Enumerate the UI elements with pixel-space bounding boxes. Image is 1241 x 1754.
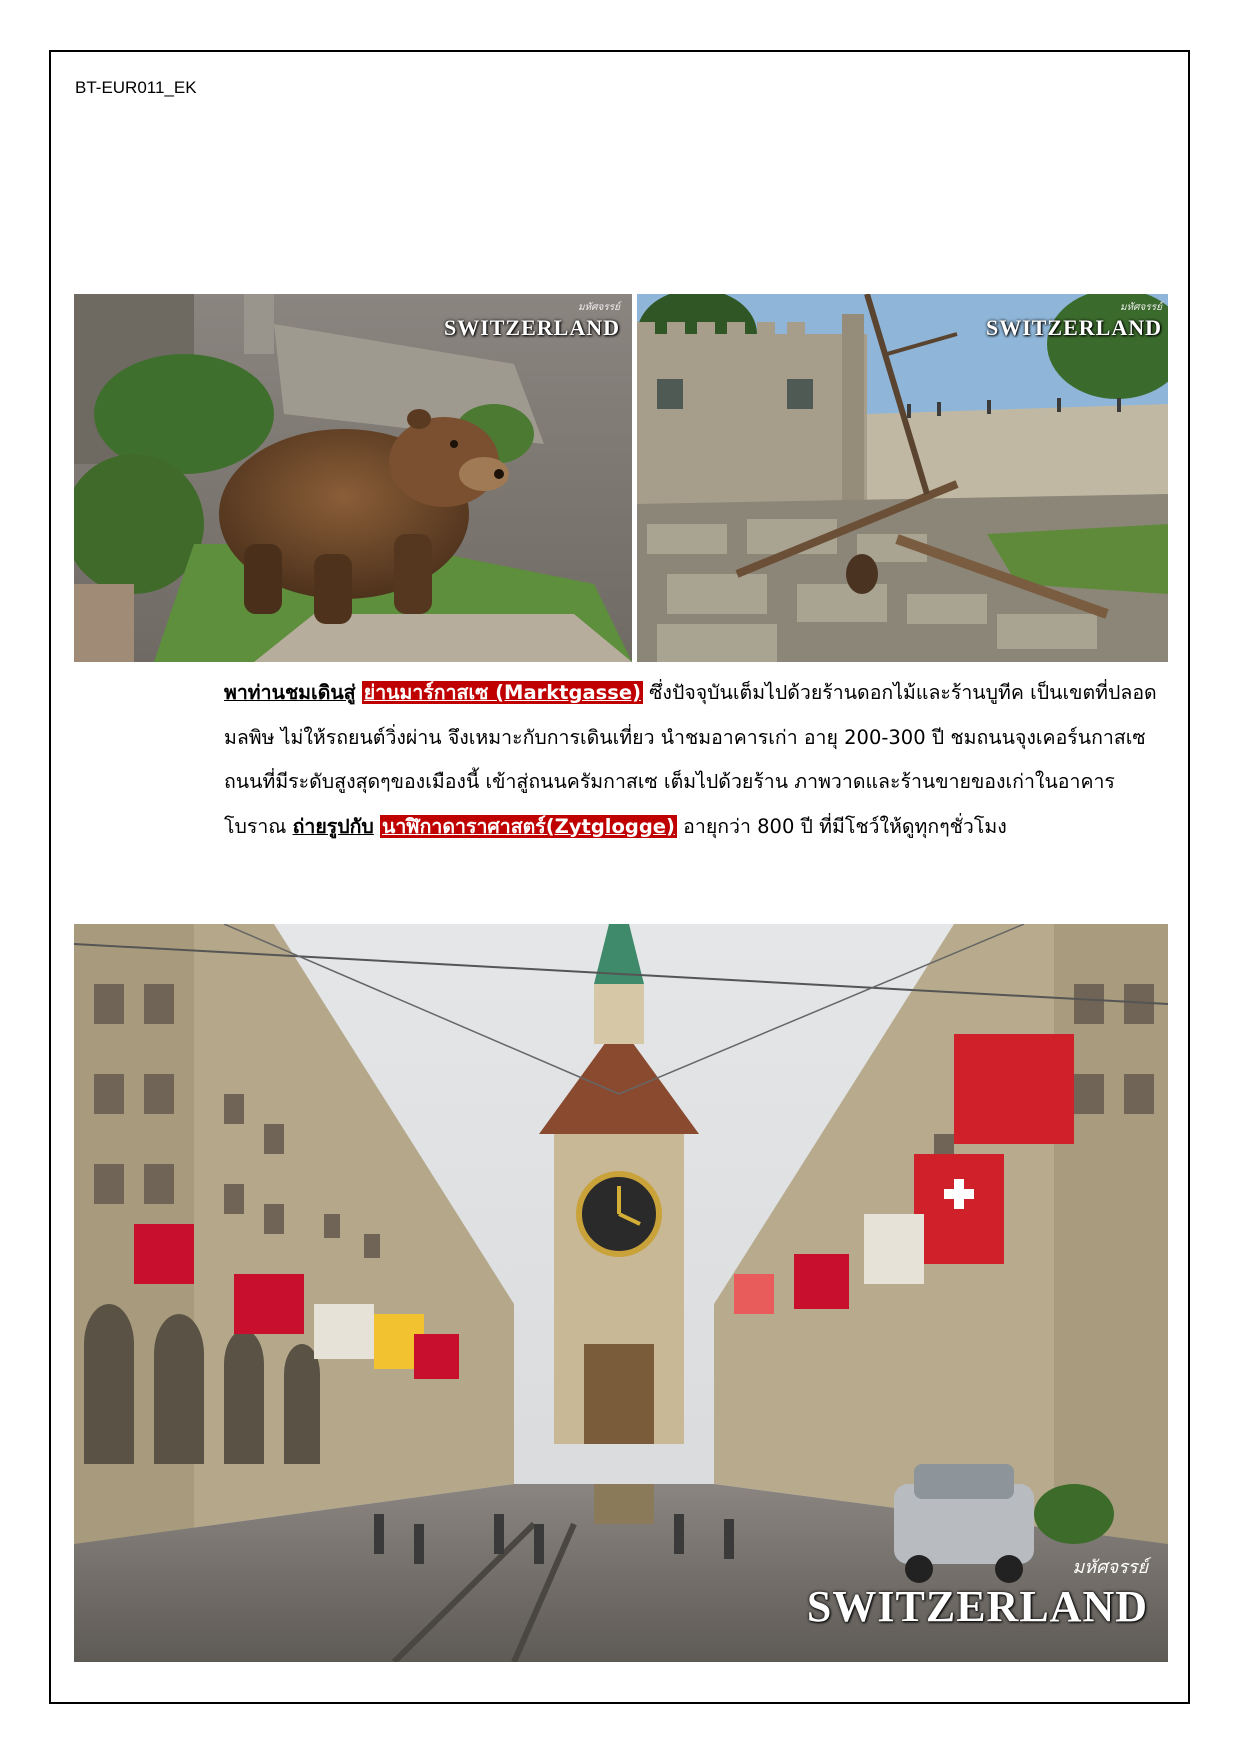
- bear-watermark: มหัศจรรย์ SWITZERLAND: [443, 302, 620, 340]
- bear-park-photo: [637, 294, 1168, 662]
- description-paragraph: [224, 671, 1166, 849]
- paragraph-bold-2: ถ่ายรูปกับ: [292, 814, 374, 838]
- bear-illustration: [74, 294, 632, 662]
- street-photo: [74, 924, 1168, 1662]
- paragraph-text-2: อายุกว่า 800 ปี ที่มีโชว์ให้ดูทุกๆชั่วโมง: [676, 814, 1007, 838]
- paragraph-text-1: ซึ่งปัจจุบันเต็มไปด้วยร้านดอกไม้และร้านบูทีค เป็นเขตที่ปลอดมลพิษ ไม่ให้รถยนต์วิ่งผ่าน จึงเหมาะกับการเดินเที่ยว นำชมอาคารเก่า อายุ 200-300 ปี ชมถนนจุงเคอร์นกาสเซ ถนนที่มีระดับสูงสุดๆของเมืองนี้ เข้าสู่ถนนครัมกาสเซ เต็มไปด้วยร้าน ภาพวาดและร้านขายของเก่าในอาคารโบราณ: [224, 681, 1157, 838]
- zytglogge-highlight: นาฬิกาดาราศาสตร์(Zytglogge): [382, 814, 675, 838]
- bear-park-illustration: [637, 294, 1168, 662]
- marktgasse-highlight: ย่านมาร์กาสเซ (Marktgasse): [363, 681, 641, 704]
- street-watermark: มหัศจรรย์ SWITZERLAND: [806, 1557, 1148, 1631]
- bear-photo: [74, 294, 632, 662]
- document-code: BT-EUR011_EK: [75, 78, 197, 97]
- bear-park-watermark: มหัศจรรย์ SWITZERLAND: [985, 302, 1162, 340]
- paragraph-lead: พาท่านชมเดินสู่: [224, 681, 356, 704]
